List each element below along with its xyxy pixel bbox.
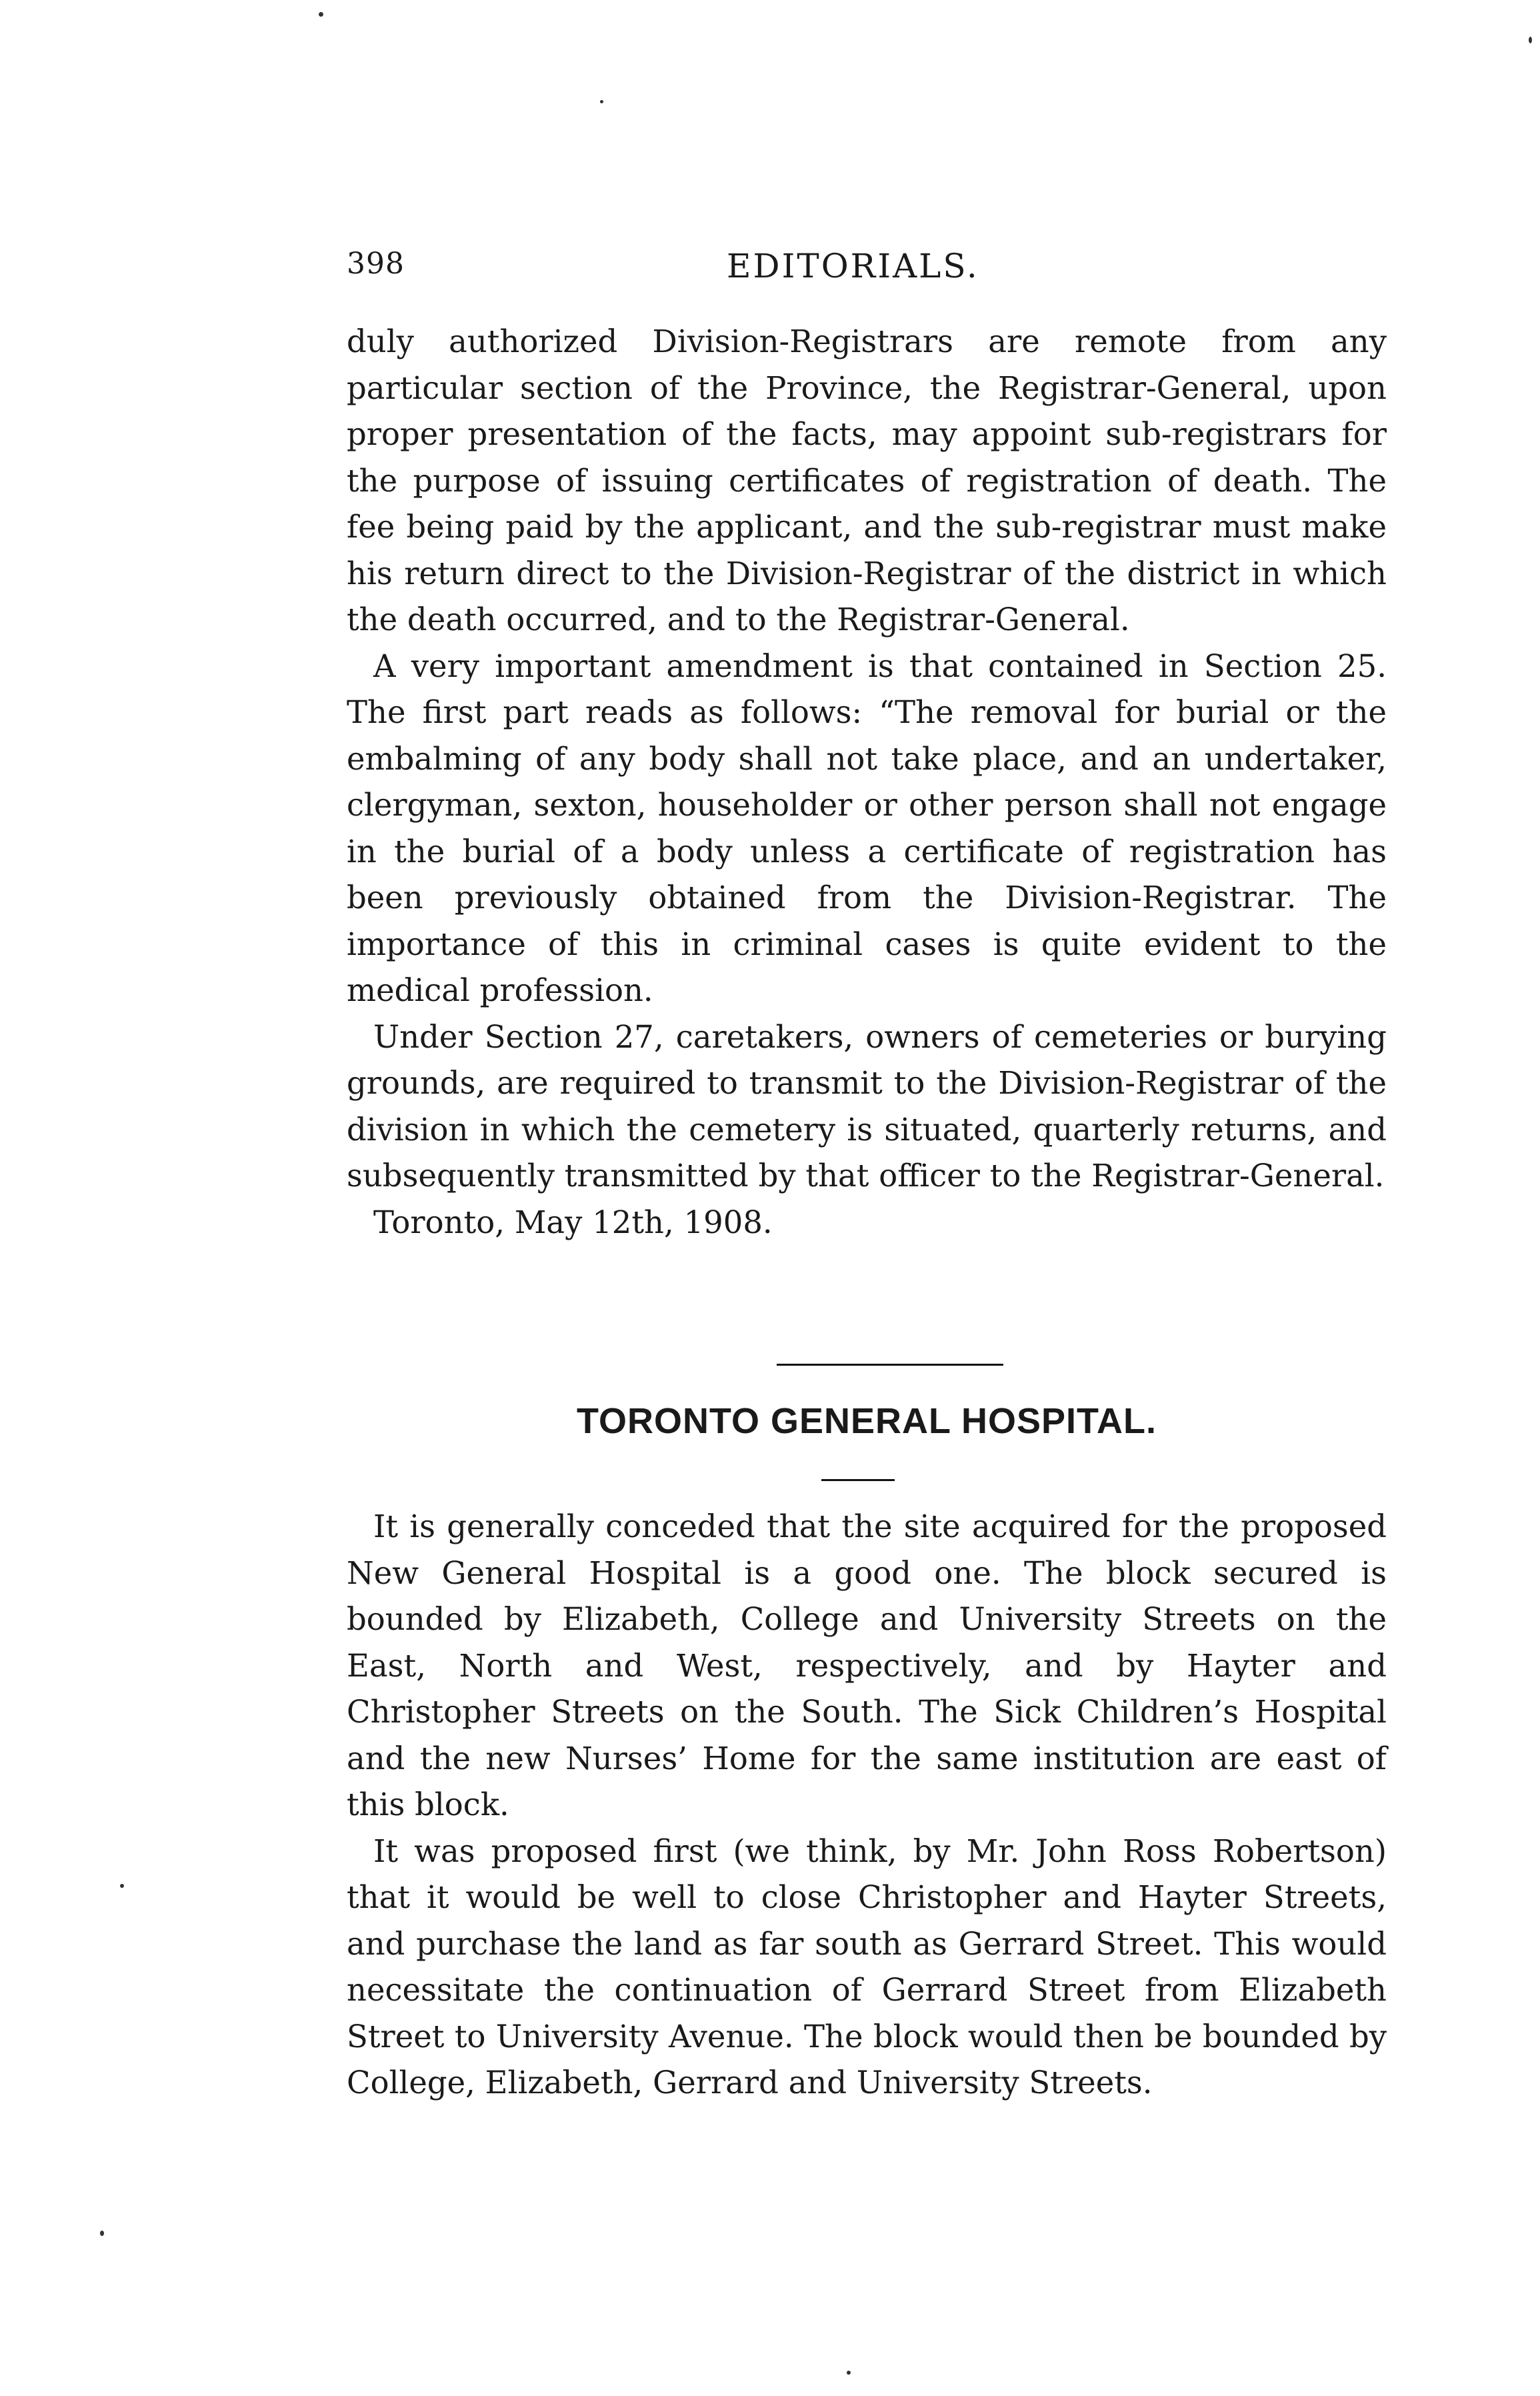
body-paragraph: A very important amendment is that contained in Section 25. The first part reads as follows: “The removal for burial or the embalming of any body shall not take place, and an undertaker, clergyman, sexton, householder or other person shall not engage in the burial of a body unless a certificate of registration has been previously obtained from the Division-Registrar. The importance of this in criminal cases is quite evident to the medical profession.	[347, 648, 1387, 1008]
section-title: TORONTO GENERAL HOSPITAL.	[576, 1401, 1157, 1441]
body-paragraph: It was proposed first (we think, by Mr. John Ross Robertson) that it would be well to close Christopher and Hayter Streets, and purchase the land as far south as Gerrard Street. This would necessitate the continuation of Gerrard Street from Elizabeth Street to University Avenue. The block would then be bounded by College, Elizabeth, Gerrard and University Streets.	[347, 1833, 1387, 2101]
article-registration-act	[347, 319, 1387, 1246]
scan-speck	[600, 100, 603, 103]
body-paragraph: duly authorized Division-Registrars are remote from any particular section of the Province, the Registrar-General, upon proper presentation of the facts, may appoint sub-registrars for the purpose of issuing certificates of registration of death. The fee being paid by the applicant, and the sub-registrar must make his return direct to the Division-Registrar of the district in which the death occurred, and to the Registrar-General.	[347, 323, 1387, 638]
section-divider	[777, 1364, 1003, 1366]
scan-speck	[1529, 37, 1532, 43]
dateline: Toronto, May 12th, 1908.	[373, 1204, 773, 1240]
scan-speck	[100, 2231, 104, 2236]
scan-speck	[847, 2371, 851, 2375]
page-number: 398	[347, 247, 405, 281]
body-paragraph: Under Section 27, caretakers, owners of cemeteries or burying grounds, are required to transmit to the Division-Registrar of the division in which the cemetery is situated, quarterly returns, and subsequently transmitted by that officer to the Registrar-General.	[347, 1018, 1387, 1194]
article-toronto-general-hospital	[347, 1504, 1387, 2107]
scan-speck	[319, 12, 323, 17]
running-title: EDITORIALS.	[727, 247, 979, 285]
scan-speck	[120, 1884, 124, 1888]
running-head	[347, 247, 1400, 300]
body-paragraph: It is generally conceded that the site acquired for the proposed New General Hospital is a good one. The block secured is bounded by Elizabeth, College and University Streets on the East, North and West, respectively, and by Hayter and Christopher Streets on the South. The Sick Children’s Hospital and the new Nurses’ Home for the same institution are east of this block.	[347, 1508, 1387, 1823]
title-underrule	[821, 1479, 895, 1481]
